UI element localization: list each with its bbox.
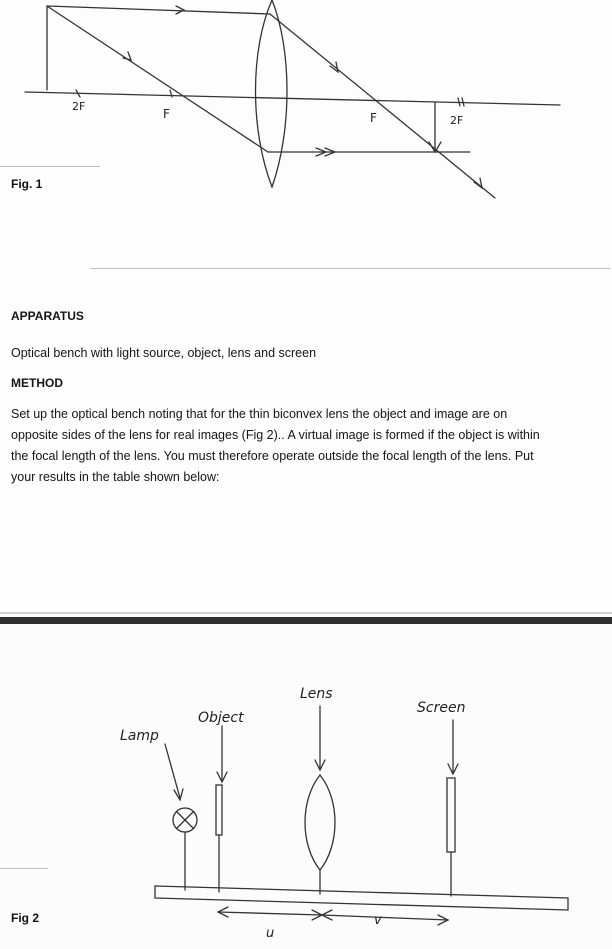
ray-through-focus-right: [270, 14, 495, 198]
figure2-rule: [0, 868, 48, 869]
u-arrow: [218, 912, 322, 915]
method-paragraph: [11, 404, 606, 488]
page-divider: [0, 617, 612, 624]
method-line: opposite sides of the lens for real images (Fig 2).. A virtual image is formed if the object is within: [11, 428, 540, 442]
ray-through-focus-left: [47, 6, 268, 152]
method-line: the focal length of the lens. You must therefore operate outside the focal length of the lens. Put: [11, 449, 534, 463]
figure1-rule: [0, 166, 100, 167]
lamp-pointer: [165, 744, 180, 798]
principal-axis: [25, 92, 560, 105]
label-lamp: Lamp: [120, 728, 159, 744]
label-v: v: [374, 913, 382, 928]
optical-bench: [155, 886, 568, 910]
v-arrow: [322, 915, 448, 920]
ray-diagram: [0, 0, 612, 210]
method-heading: [11, 373, 606, 394]
apparatus-text: Optical bench with light source, object, lens and screen: [11, 346, 317, 360]
method-heading-text: METHOD: [11, 376, 63, 390]
lens-shape: [305, 775, 335, 870]
method-line: Set up the optical bench noting that for the thin biconvex lens the object and image are on: [11, 407, 508, 421]
ray-parallel: [47, 6, 270, 14]
optical-bench-diagram: [0, 640, 612, 949]
label-object: Object: [198, 710, 244, 726]
label-u: u: [266, 926, 275, 941]
screen-holder: [447, 778, 455, 852]
label-screen: Screen: [417, 700, 466, 716]
figure1-caption: Fig. 1: [11, 177, 43, 191]
section-rule: [90, 268, 610, 269]
label-lens: Lens: [300, 686, 333, 702]
label-2f-right: 2F: [450, 114, 464, 127]
lens-shape: [256, 0, 288, 187]
page-edge-line: [0, 612, 612, 614]
object-holder: [216, 785, 222, 835]
label-2f-left: 2F: [72, 100, 86, 113]
apparatus-heading-text: APPARATUS: [11, 309, 84, 323]
apparatus-heading: [11, 306, 606, 327]
method-line: your results in the table shown below:: [11, 470, 220, 484]
label-f-right: F: [370, 111, 377, 125]
figure2-caption: Fig 2: [11, 911, 40, 925]
label-f-left: F: [163, 107, 170, 121]
